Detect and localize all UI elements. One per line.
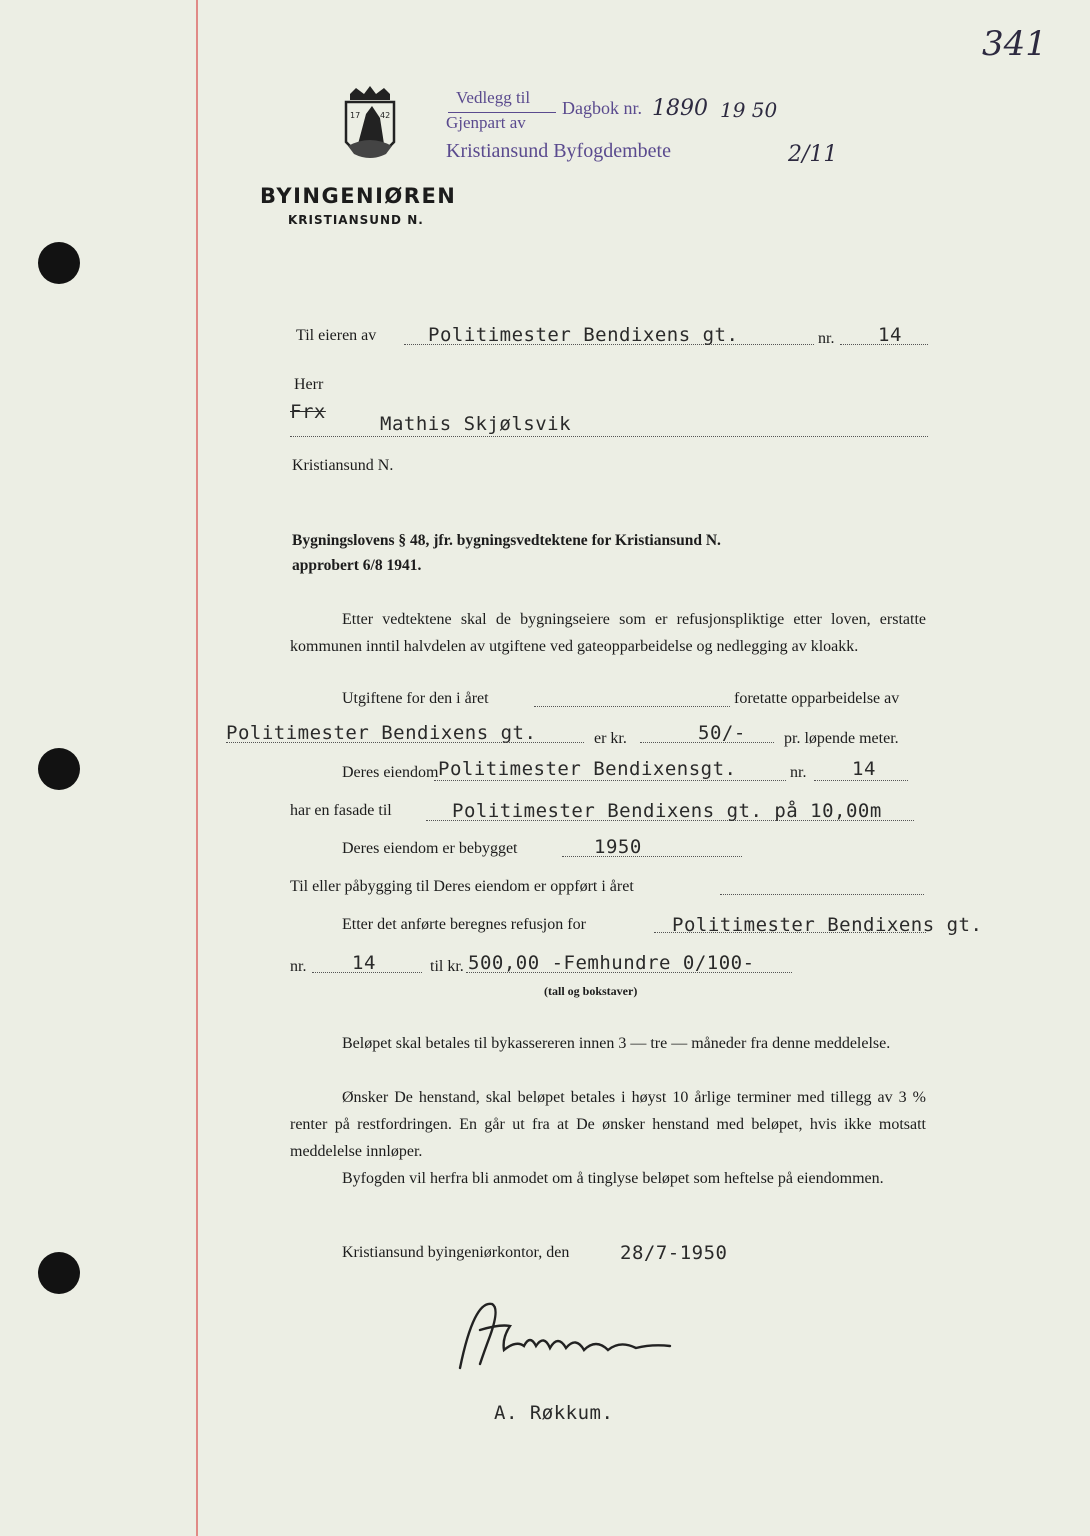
property-dotted-line	[434, 780, 786, 781]
stamp-dagbok-number: 1890	[652, 96, 708, 121]
expenses-label: Utgiftene for den i året	[342, 690, 489, 707]
signature-glyphs: ARøkkum	[440, 1290, 445, 1291]
addition-dotted-line	[720, 894, 924, 895]
amount-value: 500,00 -Femhundre 0/100-	[468, 952, 755, 974]
calc-value: Politimester Bendixens gt.	[672, 914, 983, 936]
punch-hole-middle	[38, 748, 80, 790]
facade-value: Politimester Bendixens gt. på 10,00m	[452, 800, 882, 822]
property-label: Deres eiendom	[342, 764, 439, 781]
nr2-value: 14	[352, 952, 376, 974]
expenses-street-dotted-line	[226, 742, 584, 743]
expenses-street: Politimester Bendixens gt.	[226, 722, 537, 744]
page-number: 341	[982, 24, 1047, 64]
letterhead-title: BYINGENIØREN	[260, 184, 457, 208]
owner-label: Til eieren av	[296, 327, 377, 344]
addressee-city: Kristiansund N.	[292, 457, 394, 474]
office-label: Kristiansund byingeniørkontor, den	[342, 1244, 570, 1261]
addressee-name: Mathis Skjølsvik	[380, 413, 572, 435]
owner-nr-label: nr.	[818, 330, 835, 347]
crest-year-left: 17	[350, 111, 361, 120]
stamp-office: Kristiansund Byfogdembete	[446, 140, 671, 162]
punch-hole-top	[38, 242, 80, 284]
stamp-dagbok-label: Dagbok nr.	[562, 98, 642, 118]
stamp-vedlegg: Vedlegg til	[456, 88, 531, 107]
til-kr-label: til kr.	[430, 958, 464, 975]
deferral-paragraph: Ønsker De henstand, skal beløpet betales i høyst 10 årlige terminer med tillegg av 3 % renter på restfordringen. En går ut fra at De ønsker henstand med beløpet, hvis ikke motsatt meddelelse innløper.	[290, 1089, 926, 1160]
intro-paragraph: Etter vedtektene skal de bygningseiere som er refusjonspliktige etter loven, erstatte kommunen inntil halvdelen av utgiftene ved gateopparbeidelse og nedlegging av kloakk.	[290, 611, 926, 655]
property-nr-value: 14	[852, 758, 876, 780]
calc-label: Etter det anførte beregnes refusjon for	[342, 916, 586, 933]
expenses-year-dotted-line	[534, 706, 730, 707]
law-reference-line2: approbert 6/8 1941.	[292, 557, 422, 574]
struck-prefix: Frx	[290, 401, 326, 423]
punch-hole-bottom	[38, 1252, 80, 1294]
owner-street: Politimester Bendixens gt.	[428, 324, 739, 346]
crest-icon	[336, 84, 404, 168]
owner-nr-value: 14	[878, 324, 902, 346]
nr2-label: nr.	[290, 958, 307, 975]
margin-rule	[196, 0, 198, 1536]
property-nr-label: nr.	[790, 764, 807, 781]
per-meter-label: pr. løpende meter.	[784, 730, 899, 747]
closing-date: 28/7-1950	[620, 1242, 728, 1264]
letterhead-subtitle: KRISTIANSUND N.	[288, 213, 424, 227]
stamp-gjenpart: Gjenpart av	[446, 113, 526, 132]
price-value: 50/-	[698, 722, 746, 744]
stamp-date-note: 2/11	[788, 142, 838, 167]
property-value: Politimester Bendixensgt.	[438, 758, 737, 780]
built-value: 1950	[594, 836, 642, 858]
facade-label: har en fasade til	[290, 802, 392, 819]
bailiff-paragraph: Byfogden vil herfra bli anmodet om å tinglyse beløpet som heftelse på eiendommen.	[342, 1170, 884, 1187]
built-label: Deres eiendom er bebygget	[342, 840, 518, 857]
amount-hint: (tall og bokstaver)	[544, 984, 638, 998]
name-dotted-line	[290, 436, 928, 437]
addition-label: Til eller påbygging til Deres eiendom er oppført i året	[290, 878, 634, 895]
signature	[440, 1290, 690, 1390]
salutation: Herr	[294, 376, 324, 393]
law-reference-line1: Bygningslovens § 48, jfr. bygningsvedtektene for Kristiansund N.	[292, 532, 721, 549]
signer-name: A. Røkkum.	[494, 1402, 614, 1424]
crest-year-right: 42	[380, 111, 391, 120]
stamp-year: 19 50	[720, 98, 778, 122]
er-kr-label: er kr.	[594, 730, 627, 747]
expenses-suffix: foretatte opparbeidelse av	[734, 690, 900, 707]
property-nr-dotted-line	[814, 780, 908, 781]
built-dotted-line	[562, 856, 742, 857]
payment-paragraph: Beløpet skal betales til bykassereren innen 3 — tre — måneder fra denne meddelelse.	[342, 1035, 891, 1052]
